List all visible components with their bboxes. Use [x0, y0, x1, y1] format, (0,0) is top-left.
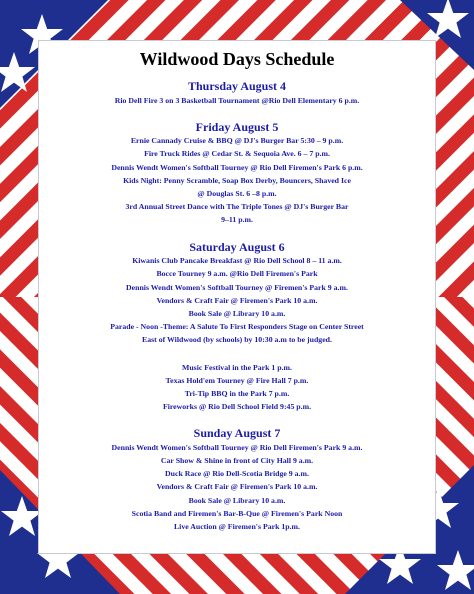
event-line: Parade - Noon -Theme: A Salute To First Responders Stage on Center Street	[110, 322, 364, 332]
event-line: Book Sale @ Library 10 a.m.	[188, 308, 286, 318]
event-line: 9–11 p.m.	[221, 215, 253, 225]
event-line: @ Douglas St. 6 –8 p.m.	[197, 189, 277, 199]
event-line: Rio Dell Fire 3 on 3 Basketball Tournament @Rio Dell Elementary 6 p.m.	[114, 95, 360, 105]
event-line: Tri-Tip BBQ in the Park 7 p.m.	[184, 388, 290, 398]
event-line: 3rd Annual Street Dance with The Triple Tones @ DJ's Burger Bar	[125, 202, 349, 212]
day-heading: Friday August 5	[195, 119, 279, 134]
day-heading: Saturday August 6	[189, 239, 285, 254]
schedule-day-section	[38, 241, 436, 347]
schedule-sections	[38, 80, 436, 533]
event-line: Live Auction @ Firemen's Park 1p.m.	[173, 522, 300, 532]
event-line: Dennis Wendt Women's Softball Tourney @ Rio Dell Firemen's Park 6 p.m.	[111, 162, 363, 172]
page-title: Wildwood Days Schedule	[139, 49, 335, 69]
schedule-day-section	[38, 121, 436, 227]
event-line: Scotia Band and Firemen's Bar-B-Que @ Firemen's Park Noon	[131, 508, 343, 518]
event-line: Fireworks @ Rio Dell School Field 9:45 p.m.	[162, 402, 312, 412]
schedule-day-section	[38, 427, 436, 533]
event-line: Duck Race @ Rio Dell-Scotia Bridge 9 a.m.	[165, 469, 309, 479]
schedule-content	[38, 44, 436, 547]
event-line: Car Show & Shine in front of City Hall 9 a.m.	[160, 456, 314, 466]
event-line: Kiwanis Club Pancake Breakfast @ Rio Dell School 8 – 11 a.m.	[132, 256, 342, 266]
event-line: Dennis Wendt Women's Softball Tourney @ Firemen's Park 9 a.m.	[126, 282, 348, 292]
event-line: East of Wildwood (by schools) by 10:30 a.m to be judged.	[142, 335, 332, 345]
schedule-day-section	[38, 361, 436, 414]
event-line: Bocce Tourney 9 a.m. @Rio Dell Firemen's Park	[156, 269, 318, 279]
event-line: Vendors & Craft Fair @ Firemen's Park 10 a.m.	[156, 482, 318, 492]
event-line: Kids Night: Penny Scramble, Soap Box Derby, Bouncers, Shaved Ice	[123, 175, 351, 185]
event-line: Dennis Wendt Women's Softball Tourney @ Rio Dell Firemen's Park 9 a.m.	[111, 442, 363, 452]
event-line: Book Sale @ Library 10 a.m.	[188, 495, 286, 505]
event-line: Music Festival in the Park 1 p.m.	[181, 362, 293, 372]
day-heading: Sunday August 7	[193, 426, 281, 441]
day-heading: Thursday August 4	[187, 79, 287, 93]
event-line: Ernie Cannady Cruise & BBQ @ DJ's Burger Bar 5:30 – 9 p.m.	[130, 136, 344, 146]
event-line: Fire Truck Rides @ Cedar St. & Sequoia Ave. 6 – 7 p.m.	[144, 149, 330, 159]
event-line: Vendors & Craft Fair @ Firemen's Park 10 a.m.	[156, 295, 318, 305]
schedule-day-section	[38, 80, 436, 107]
event-line: Texas Hold'em Tourney @ Fire Hall 7 p.m.	[165, 375, 309, 385]
